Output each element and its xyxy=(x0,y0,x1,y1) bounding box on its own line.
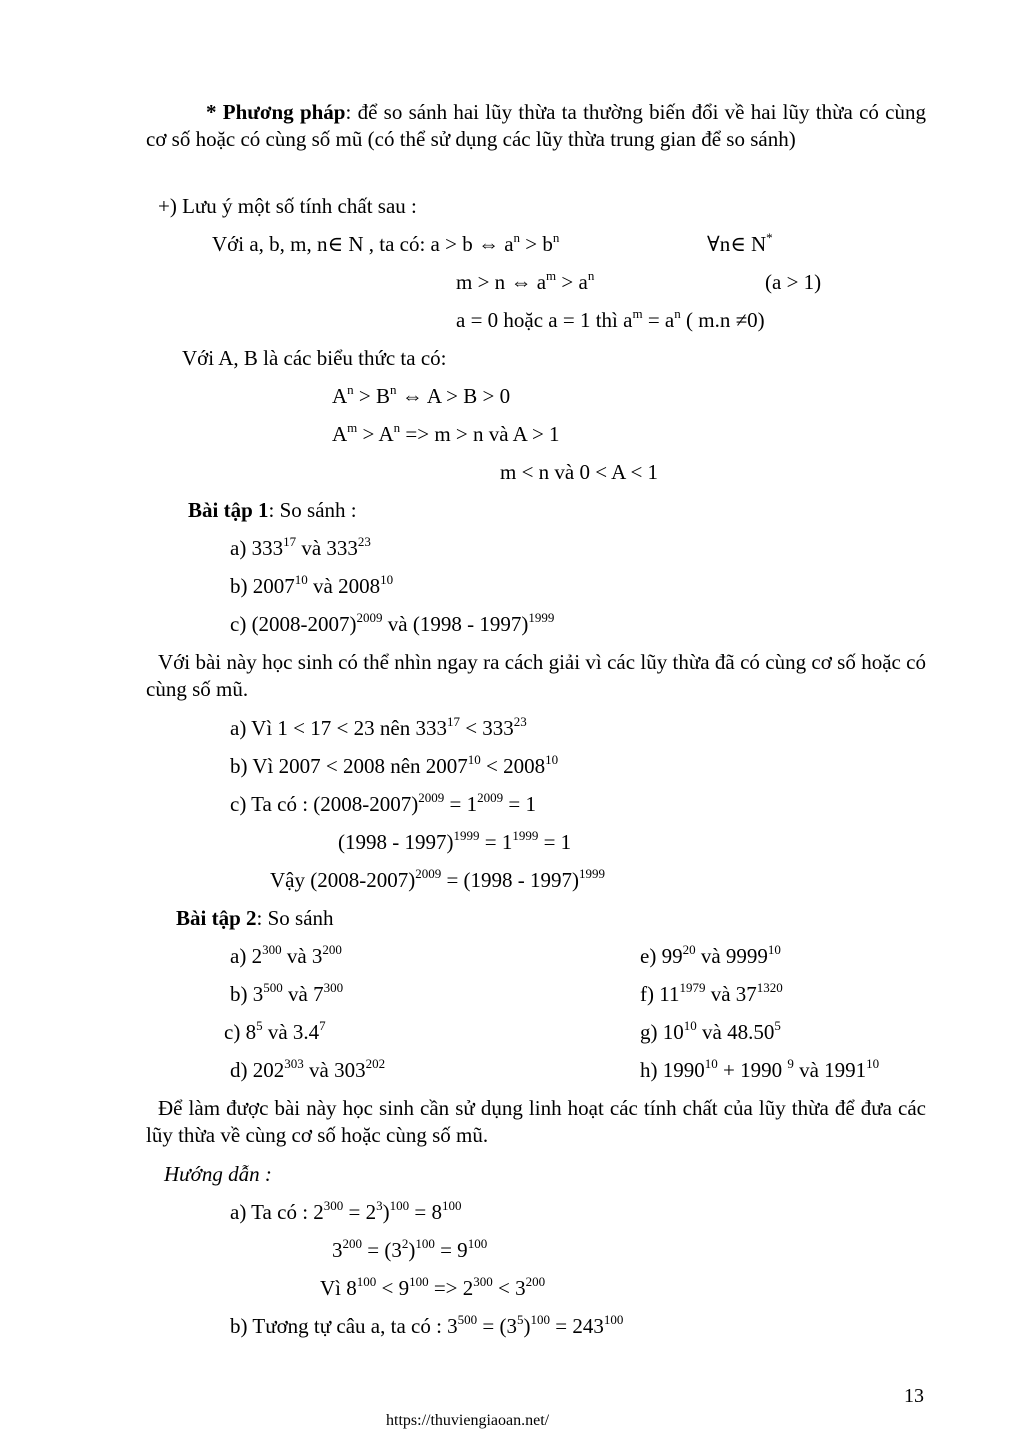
exercise-1-solution-a: a) Vì 1 < 17 < 23 nên $333^{17} < 333^{23}$ xyxy=(230,714,527,740)
method-paragraph xyxy=(146,99,926,153)
exercise-1-c: c) (2008-2007)$^{2009}$ và (1998 - 1997)$^{1999}$ xyxy=(230,610,555,636)
exercise-2-b: b) $3^{500}$ và $7^{300}$ xyxy=(230,980,344,1006)
exercise-2-comment: Để làm được bài này học sinh cần sử dụng linh hoạt các tính chất của lũy thừa để đưa các lũy thừa về cùng cơ số hoặc cùng số mũ. xyxy=(146,1096,926,1147)
exercise-1-a: a) $333^{17}$ và $333^{23}$ xyxy=(230,534,371,560)
guide-a-line-2: $3^{200} = (3^2)^{100} = 9^{100}$ xyxy=(332,1236,488,1262)
guide-a-line-1: a) Ta có : $2^{300} = 2^3)^{100} = 8^{100}$ xyxy=(230,1198,462,1224)
exercise-2-e: e) $99^{20}$ và 9999$^{10}$ xyxy=(640,942,781,968)
footer-url[interactable]: https://thuviengiaoan.net/ xyxy=(386,1412,550,1429)
method-label: * Phương pháp xyxy=(206,100,346,124)
exercise-1-heading: Bài tập 1: So sánh : xyxy=(188,498,357,522)
expressions-intro: Với A, B là các biểu thức ta có: xyxy=(182,346,447,370)
exercise-1-solution-c1: c) Ta có : $(2008-2007)^{2009} = 1^{2009} = 1$ xyxy=(230,790,536,816)
guide-heading: Hướng dẫn : xyxy=(164,1162,272,1186)
exercise-2-c: c) $8^5$ và $3.4^7$ xyxy=(224,1018,326,1044)
property-2: m > n ⇔ $a^m > a^n$ xyxy=(456,268,595,294)
expression-rule-3: m < n và 0 < A < 1 xyxy=(500,460,659,484)
exercise-1-b: b) 2007$^{10}$ và 2008$^{10}$ xyxy=(230,572,394,598)
exercise-1-solution-c2: $(1998 - 1997)^{1999} = 1^{1999} = 1$ xyxy=(338,828,572,854)
expression-rule-1: $A^n > B^n$ ⇔ A > B > 0 xyxy=(332,382,511,408)
property-3: a = 0 hoặc a = 1 thì $a^m = a^n$ ( m.n ≠0) xyxy=(456,306,765,332)
exercise-1-conclusion: Vậy (2008-2007)$^{2009}$ = (1998 - 1997)$^{1999}$ xyxy=(270,866,606,892)
page-number: 13 xyxy=(904,1385,924,1407)
property-2-condition: (a > 1) xyxy=(765,270,822,294)
exercise-2-f: f) $11^{1979}$ và $37^{1320}$ xyxy=(640,980,783,1006)
exercise-2-heading: Bài tập 2: So sánh xyxy=(176,906,334,930)
expression-rule-2: $A^m > A^n => m > n$ và A > 1 xyxy=(332,420,560,446)
exercise-1-comment: Với bài này học sinh có thể nhìn ngay ra cách giải vì các lũy thừa đã có cùng cơ số hoặc có cùng số mũ. xyxy=(146,650,926,701)
exercise-2-d: d) $202^{303}$ và $303^{202}$ xyxy=(230,1056,386,1082)
note-line: +) Lưu ý một số tính chất sau : xyxy=(158,194,417,218)
guide-b-line: b) Tương tự câu a, ta có : $3^{500} = (3^5)^{100} = 243^{100}$ xyxy=(230,1312,624,1338)
property-1-condition: ∀n∈ N* xyxy=(707,230,773,256)
exercise-2-h: h) $1990^{10} + 1990$ $^9$ và 1991$^{10}$ xyxy=(640,1056,880,1082)
guide-a-line-3: Vì $8^{100} < 9^{100} => 2^{300} < 3^{200}$ xyxy=(320,1274,546,1300)
exercise-2-a: a) $2^{300}$ và $3^{200}$ xyxy=(230,942,342,968)
exercise-2-g: g) $10^{10}$ và 48.50$^5$ xyxy=(640,1018,781,1044)
exercise-1-solution-b: b) Vì 2007 < 2008 nên $2007^{10} < 2008^{10}$ xyxy=(230,752,559,778)
method-text: : để so sánh hai lũy thừa ta thường biến đổi về hai lũy thừa có cùng cơ số hoặc có cùng số mũ (có thể sử dụng các lũy thừa trung gian để so sánh) xyxy=(146,100,926,151)
property-1: Với a, b, m, n∈ N , ta có: a > b ⇔ $a^n > b^n$ xyxy=(212,230,560,256)
